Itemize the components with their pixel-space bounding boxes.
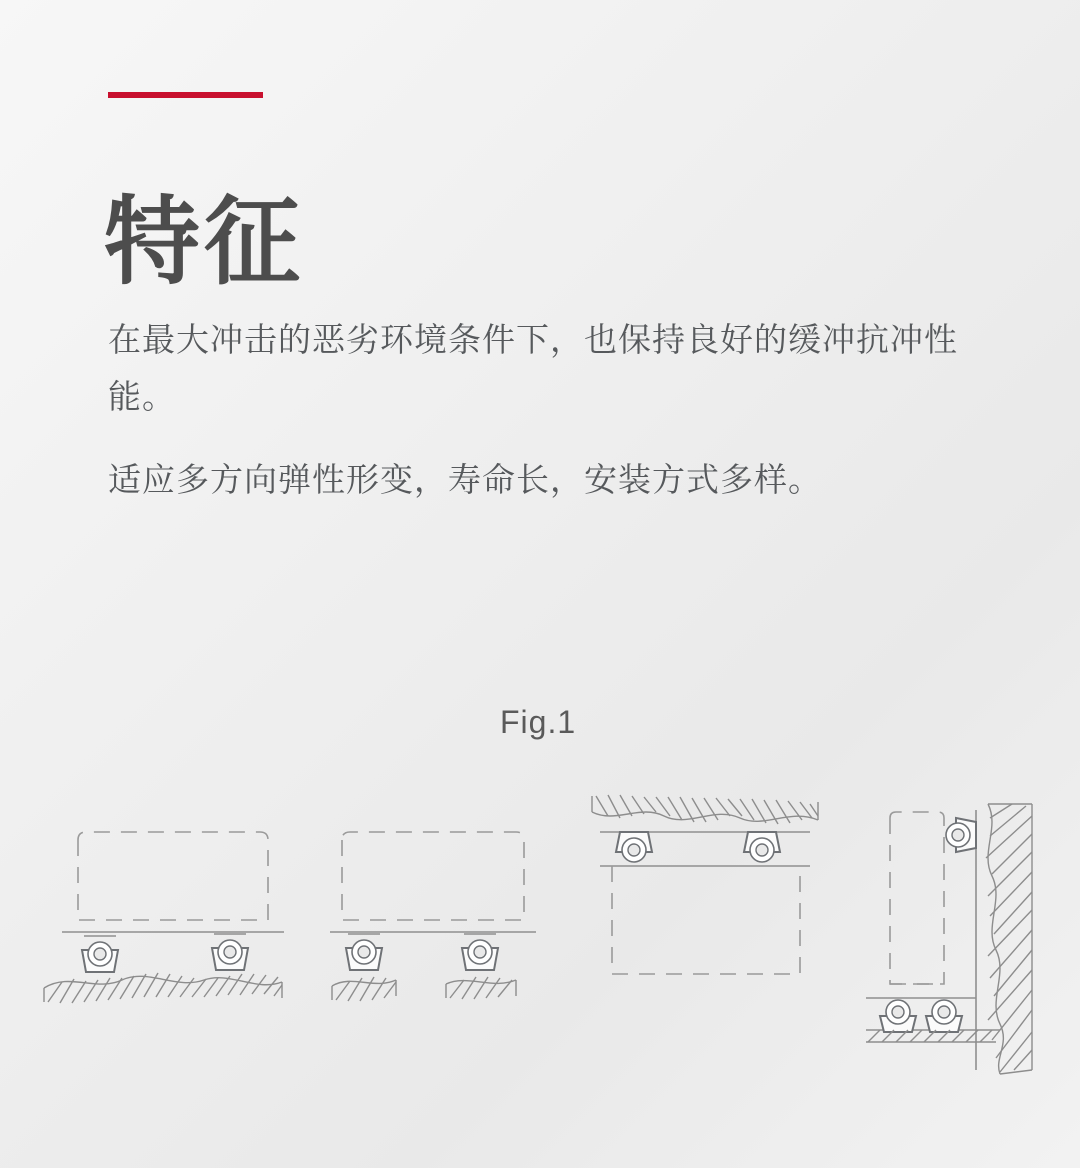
mount-element (744, 832, 780, 862)
diagram-variant-bottom-mount-on-uneven-surface (44, 832, 284, 1003)
accent-rule-divider (108, 92, 263, 98)
page-title: 特征 (104, 189, 304, 297)
diagram-variant-side-wall-and-floor-mount (866, 804, 1032, 1074)
mount-element (616, 832, 652, 862)
mount-element (926, 1000, 962, 1032)
diagram-variant-bottom-mount-on-split-surface (330, 832, 536, 1001)
feature-paragraph-2: 适应多方向弹性形变，寿命长，安装方式多样。 (108, 460, 822, 498)
mount-element (946, 818, 976, 852)
mount-element (462, 934, 498, 970)
diagram-variant-top-hanging-mount (592, 795, 818, 974)
mount-element (82, 936, 118, 972)
feature-paragraph-1: 在最大冲击的恶劣环境条件下，也保持良好的缓冲抗冲性能。 (108, 321, 958, 415)
figure-block (0, 690, 1080, 1110)
mounting-orientation-diagram (0, 740, 1080, 1110)
mount-element (212, 934, 248, 970)
figure-caption: Fig.1 (500, 704, 577, 740)
feature-description (108, 312, 1018, 508)
mount-element (880, 1000, 916, 1032)
mount-element (346, 934, 382, 970)
